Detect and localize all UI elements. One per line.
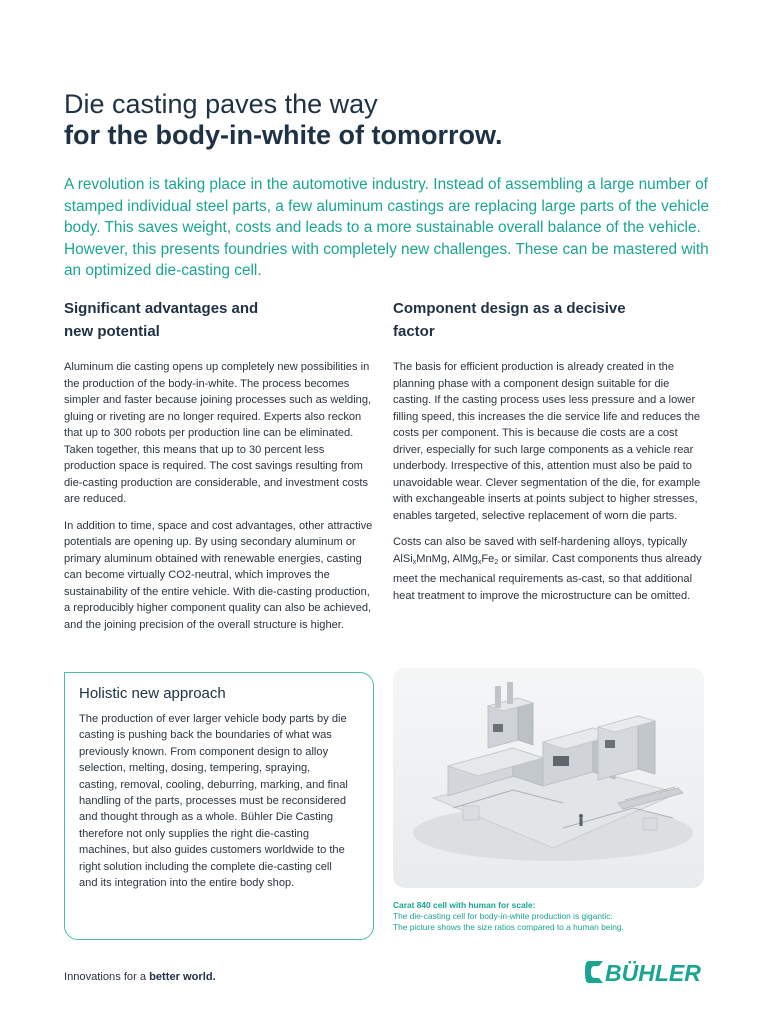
holistic-approach-box	[64, 672, 374, 940]
buhler-logo-mark	[585, 958, 705, 986]
box-text: The production of ever larger vehicle body parts by die casting is pushing back the boundaries of what was previously known. From component design to alloy selection, melting, dosing, tempering, spraying, casting, removal, cooling, deburring, marking, and final handling of the parts, processes must be reconsidered and thought through as a whole. Bühler Die Casting therefore not only supplies the right die-casting machines, but also guides customers worldwide to the right solution including the complete die-casting cell and its integration into the entire body shop.	[79, 713, 348, 890]
buhler-logo	[585, 958, 705, 986]
alloy-text-a: Costs can also be saved with self-hardening alloys, typically AlSi	[393, 536, 688, 565]
left-paragraph-2: In addition to time, space and cost advantages, other attractive potentials are opening up. By using secondary aluminum or primary aluminum obtained with renewable energies, casting can become virtually CO2-neutral, which improves the sustainability of the entire vehicle. With die-casting production, a reproducibly higher component quality can also be achieved, and the joining precision of the overall structure is higher.	[64, 519, 373, 631]
alloy-subscript-1: x	[412, 558, 417, 566]
box-heading: Holistic new approach	[79, 685, 226, 702]
right-column-heading	[393, 298, 705, 343]
caption-line-1: The die-casting cell for body-in-white production is gigantic:	[393, 911, 613, 921]
alloy-text-d: or similar. Cast components thus already meet the mechanical requirements as-cast, so that additional heat treatment to improve the microstructure can be omitted.	[393, 552, 702, 602]
alloy-subscript-3: 2	[494, 558, 499, 566]
left-heading-line-1: Significant advantages and	[64, 300, 259, 317]
human-figure	[579, 814, 583, 826]
left-column-heading	[64, 298, 376, 343]
right-paragraph-1: The basis for efficient production is already created in the planning phase with a component design suitable for die casting. If the casting process uses less pressure and a lower filling speed, this increases the die service life and reduces the costs per component. This is because die costs are a cost driver, especially for such large components as a vehicle rear underbody. Irrespective of this, attention must also be paid to unavoidable wear. Clever segmentation of the die, for example with exchangeable inserts at points subject to higher stresses, enables targeted, selective replacement of worn die parts.	[393, 361, 701, 522]
intro-paragraph: A revolution is taking place in the automotive industry. Instead of assembling a large number of stamped individual steel parts, a few aluminum castings are replacing large parts of the vehicle body. This saves weight, costs and leads to a more sustainable overall balance of the vehicle. However, this presents foundries with completely new challenges. These can be mastered with an optimized die-casting cell.	[64, 176, 710, 280]
alloy-text-c: Fe	[481, 552, 495, 565]
alloy-text-b: MnMg, AlMg	[416, 552, 478, 565]
die-casting-cell-image	[393, 668, 704, 888]
image-caption	[393, 900, 713, 933]
left-column	[64, 298, 376, 643]
alloy-subscript-2: x	[477, 558, 482, 566]
tagline-bold: better world.	[149, 971, 216, 983]
logo-text: BÜHLER	[605, 960, 701, 986]
caption-line-2: The picture shows the size ratios compared to a human being.	[393, 922, 624, 932]
caption-title: Carat 840 cell with human for scale:	[393, 900, 536, 910]
right-paragraph-2	[393, 534, 705, 604]
right-column	[393, 298, 705, 614]
die-casting-cell-illustration	[393, 668, 704, 888]
left-heading-line-2: new potential	[64, 322, 160, 340]
right-heading-line-1: Component design as a decisive	[393, 300, 626, 317]
footer-tagline	[64, 971, 216, 983]
tagline-regular: Innovations for a	[64, 971, 150, 983]
left-paragraph-1: Aluminum die casting opens up completely new possibilities in the production of the body-in-white. The process becomes simpler and faster because joining processes such as welding, gluing or riveting are no longer required. Experts also reckon that up to 300 robots per production line can be eliminated. Taken together, this means that up to 30 percent less production space is required. The cost savings resulting from die-casting production are considerable, and investment costs are reduced.	[64, 361, 372, 505]
right-heading-line-2: factor	[393, 322, 435, 340]
title-line-2: for the body-in-white of tomorrow.	[64, 120, 503, 150]
title-line-1: Die casting paves the way	[64, 89, 378, 119]
